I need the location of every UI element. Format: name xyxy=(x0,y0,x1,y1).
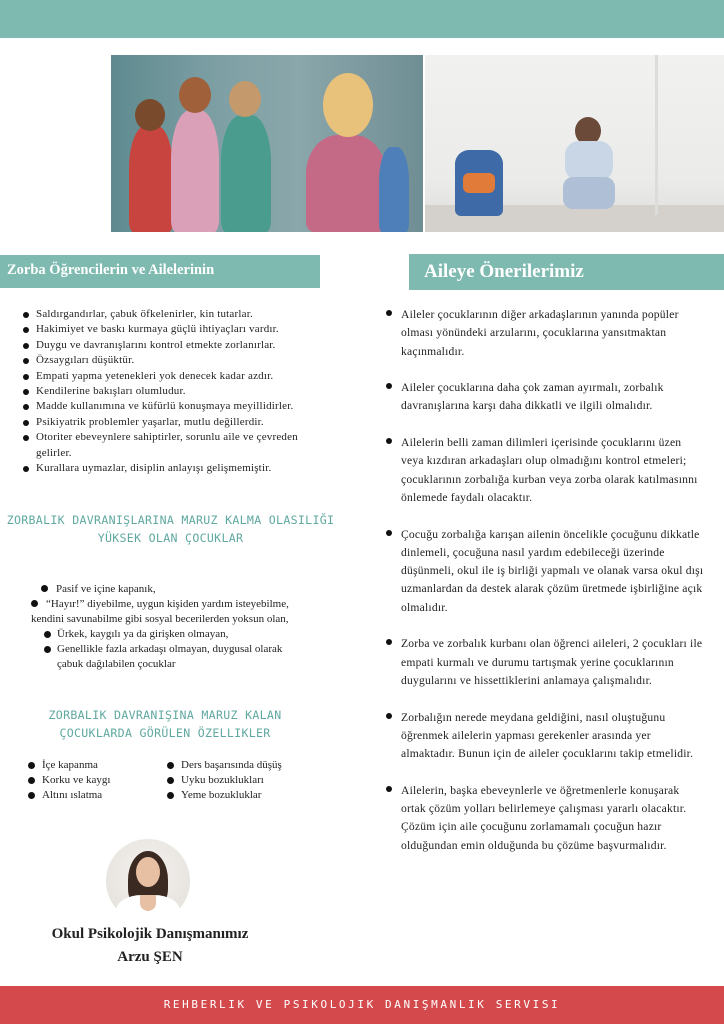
list-item: Korku ve kaygı xyxy=(26,773,156,788)
list-item: Saldırgandırlar, çabuk öfkelenirler, kin tutarlar. xyxy=(21,307,321,322)
list-item: Ürkek, kaygılı ya da girişken olmayan, xyxy=(10,627,310,642)
footer-text: REHBERLIK VE PSIKOLOJIK DANIŞMANLIK SERVISI xyxy=(163,998,561,1011)
list-item: Madde kullanımına ve küfürlü konuşmaya meyillidirler. xyxy=(21,399,321,414)
family-advice-list xyxy=(386,306,706,873)
list-item: Genellikle fazla arkadaşı olmayan, duygusal olarak çabuk dağılabilen çocuklar xyxy=(10,642,310,672)
list-item: Duygu ve davranışlarını kontrol etmekte zorlanırlar. xyxy=(21,338,321,353)
list-item: Özsaygıları düşüktür. xyxy=(21,353,321,368)
list-item: Kendilerine bakışları olumludur. xyxy=(21,384,321,399)
list-item: İçe kapanma xyxy=(26,758,156,773)
list-item: Zorba ve zorbalık kurbanı olan öğrenci aileleri, 2 çocukları ile empati kurmalı ve durumu tartışmak yerine çocuklarının duygularını ve hissettiklerini anlamaya çalışmalıdır. xyxy=(386,635,706,690)
bully-traits-list xyxy=(21,307,321,476)
list-item: Ailelerin belli zaman dilimleri içerisinde çocuklarını üzen veya kızdıran arkadaşları olup olmadığını kontrol etmeleri; çocuklarının zorbalığa kurban veya zorba olarak katılmasınnı önlemede faydalı olacaktır. xyxy=(386,434,706,507)
list-item: Aileler çocuklarının diğer arkadaşlarının yanında popüler olması yönündeki arzularını, çocuklarına yansıtmaktan kaçınmalıdır. xyxy=(386,306,706,361)
list-item: Hakimiyet ve baskı kurmaya güçlü ihtiyaçları vardır. xyxy=(21,322,321,337)
list-item: Ders başarısında düşüş xyxy=(165,758,325,773)
list-item: Psikiyatrik problemler yaşarlar, mutlu değillerdir. xyxy=(21,415,321,430)
list-item: Empati yapma yetenekleri yok denecek kadar azdır. xyxy=(21,369,321,384)
at-risk-children-list xyxy=(10,582,310,672)
list-item: Pasif ve içine kapanık, xyxy=(10,582,310,597)
bully-traits-heading: Zorba Öğrencilerin ve Ailelerinin xyxy=(0,255,320,288)
counselor-avatar xyxy=(106,839,190,923)
list-item: “Hayır!” diyebilme, uygun kişiden yardım isteyebilme, kendini savunabilme gibi sosyal becerilerden yoksun olan, xyxy=(31,598,289,625)
list-item: Otoriter ebeveynlere sahiptirler, sorunlu aile ve çevreden gelirler. xyxy=(21,430,321,461)
counselor-title: Okul Psikolojik Danışmanımız xyxy=(51,926,249,942)
list-item: Aileler çocuklarına daha çok zaman ayırmalı, zorbalık davranışlarına karşı daha dikkatli ve ilgili olmalıdır. xyxy=(386,379,706,416)
list-item: Altını ıslatma xyxy=(26,788,156,803)
footer-banner xyxy=(0,986,724,1024)
list-item: Uyku bozuklukları xyxy=(165,773,325,788)
victim-signs-title: ZORBALIK DAVRANIŞINA MARUZ KALAN ÇOCUKLARDA GÖRÜLEN ÖZELLIKLER xyxy=(48,708,282,740)
bullying-group-photo xyxy=(111,55,423,232)
top-banner xyxy=(0,0,724,38)
family-advice-heading: Aileye Önerilerimiz xyxy=(409,254,724,290)
sad-child-photo xyxy=(425,55,724,232)
victim-signs-list-1 xyxy=(26,758,156,803)
list-item: Kurallara uymazlar, disiplin anlayışı gelişmemiştir. xyxy=(21,461,321,476)
counselor-name: Arzu ŞEN xyxy=(117,949,183,965)
at-risk-children-title: ZORBALIK DAVRANIŞLARINA MARUZ KALMA OLASILIĞI YÜKSEK OLAN ÇOCUKLAR xyxy=(6,513,335,545)
list-item: Çocuğu zorbalığa karışan ailenin öncelikle çocuğunu dikkatle dinlemeli, çocuğuna nasıl yardım edebileceği üzerinde düşünmeli, okul ile iş birliği yapmalı ve olanak varsa okul dışı uzmanlardan da destek alarak çözüm üretmede işbirliğine açık olmalıdır. xyxy=(386,526,706,617)
counselor-info xyxy=(0,923,300,969)
victim-signs-list-2 xyxy=(165,758,325,803)
list-item: Ailelerin, başka ebeveynlerle ve öğretmenlerle konuşarak ortak çözüm yolları belirlemeye çalışması yararlı olacaktır. Çözüm için aile çocuğunu zorlamamalı çocuğun hazır olduğundan emin olduğunda bu çözüme başvurmalıdır. xyxy=(386,782,706,855)
list-item: Yeme bozukluklar xyxy=(165,788,325,803)
list-item: Zorbalığın nerede meydana geldiğini, nasıl oluştuğunu öğrenmek ailelerin yapması gerekenler arasında yer almaktadır. Bunun için de aileler çocuklarını takip etmelidir. xyxy=(386,709,706,764)
